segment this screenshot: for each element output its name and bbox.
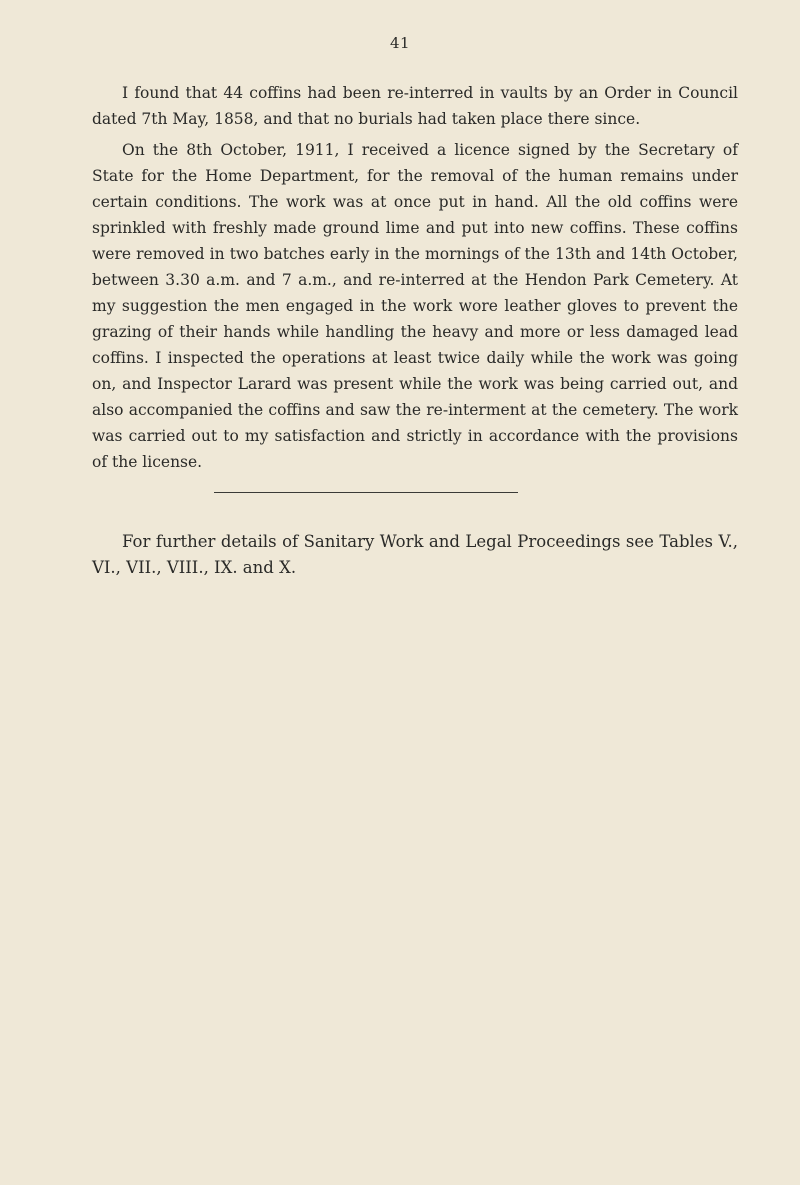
section-divider bbox=[214, 492, 518, 493]
page-number: 41 bbox=[389, 34, 411, 52]
paragraph-further-details: For further details of Sanitary Work and Legal Proceedings see Tables V., VI., VII., VIII., IX. and X. bbox=[92, 532, 738, 577]
paragraph-coffins-reinterred: I found that 44 coffins had been re-interred in vaults by an Order in Council dated 7th May, 1858, and that no burials had taken place there since. bbox=[92, 84, 738, 128]
paragraph-removal-licence: On the 8th October, 1911, I received a licence signed by the Secretary of State for the Home Department, for the removal of the human remains under certain conditions. The work was at once put in hand. All the old coffins were sprinkled with freshly made ground lime and put into new coffins. These coffins were removed in two batches early in the mornings of the 13th and 14th October, between 3.30 a.m. and 7 a.m., and re-interred at the Hendon Park Cemetery. At my suggestion the men engaged in the work wore leather gloves to prevent the grazing of their hands while handling the heavy and more or less damaged lead coffins. I inspected the operations at least twice daily while the work was going on, and Inspector Larard was present while the work was being carried out, and also accompanied the coffins and saw the re-interment at the cemetery. The work was carried out to my satisfaction and strictly in accordance with the provisions of the license. bbox=[92, 141, 738, 471]
